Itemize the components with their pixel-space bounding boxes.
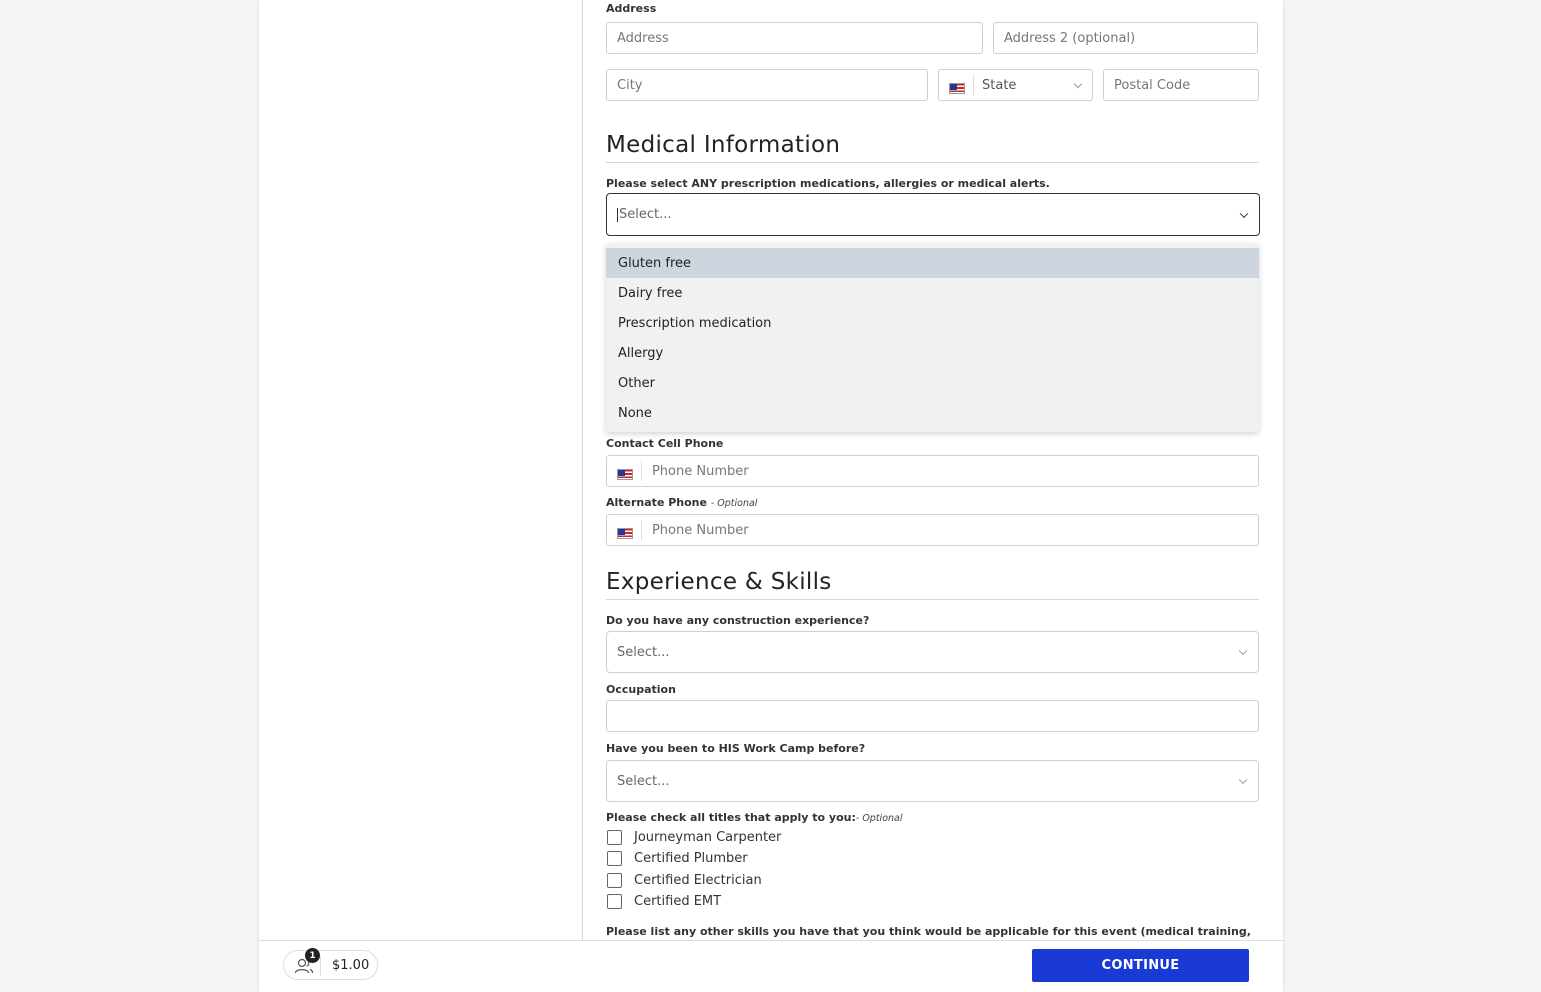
alternate-phone-input[interactable] — [652, 523, 1258, 538]
divider — [641, 461, 642, 481]
section-divider — [606, 599, 1259, 600]
divider — [320, 956, 321, 976]
contact-cell-input[interactable] — [652, 464, 1258, 479]
cart-summary[interactable] — [283, 950, 378, 980]
titles-label — [606, 811, 903, 824]
alternate-phone-text: Alternate Phone — [606, 496, 707, 509]
state-select[interactable] — [938, 69, 1093, 101]
workcamp-select[interactable] — [606, 760, 1259, 802]
chevron-down-icon — [1074, 80, 1082, 88]
address-label: Address — [606, 2, 657, 15]
occupation-field[interactable] — [606, 700, 1259, 732]
checkbox-label: Certified EMT — [634, 894, 722, 909]
medical-question: Please select ANY prescription medications, allergies or medical alerts. — [606, 177, 1050, 190]
optional-tag: - Optional — [855, 813, 903, 824]
contact-cell-field[interactable] — [606, 455, 1259, 487]
dropdown-option[interactable]: Allergy — [618, 345, 664, 361]
construction-question: Do you have any construction experience? — [606, 614, 870, 627]
checkbox-label: Certified Electrician — [634, 873, 762, 888]
dropdown-option[interactable]: Gluten free — [606, 248, 1259, 278]
title-checkbox-row[interactable] — [607, 851, 748, 866]
us-flag-icon — [617, 469, 633, 480]
text-cursor — [617, 208, 618, 222]
postal-code-field[interactable] — [1103, 69, 1259, 101]
state-placeholder: State — [982, 77, 1017, 93]
section-divider — [606, 162, 1259, 163]
workcamp-select-placeholder: Select... — [617, 773, 670, 789]
chevron-down-icon[interactable] — [1240, 209, 1248, 217]
address-input[interactable] — [617, 31, 982, 46]
checkbox[interactable] — [607, 851, 622, 866]
address-field[interactable] — [606, 22, 983, 54]
construction-select[interactable] — [606, 631, 1259, 673]
title-checkbox-row[interactable] — [607, 894, 721, 909]
chevron-down-icon[interactable] — [1239, 776, 1247, 784]
other-skills-label: Please list any other skills you have that you think would be applicable for this event (medical training, — [606, 925, 1251, 938]
cart-total: $1.00 — [332, 957, 370, 973]
alternate-phone-field[interactable] — [606, 514, 1259, 546]
medical-select-placeholder: Select... — [619, 207, 672, 222]
checkbox-label: Certified Plumber — [634, 851, 748, 866]
title-checkbox-row[interactable] — [607, 830, 781, 845]
contact-cell-label: Contact Cell Phone — [606, 437, 724, 450]
workcamp-question: Have you been to HIS Work Camp before? — [606, 742, 866, 755]
experience-section-title: Experience & Skills — [606, 569, 832, 595]
continue-button[interactable]: CONTINUE — [1032, 949, 1249, 982]
city-input[interactable] — [617, 78, 927, 93]
medical-dropdown-menu — [606, 243, 1259, 432]
medical-select[interactable] — [606, 193, 1260, 236]
medical-section-title: Medical Information — [606, 132, 841, 158]
dropdown-option[interactable]: Other — [618, 375, 655, 391]
address2-field[interactable] — [993, 22, 1258, 54]
us-flag-icon — [949, 83, 965, 94]
us-flag-icon — [617, 528, 633, 539]
divider — [973, 75, 974, 95]
title-checkbox-row[interactable] — [607, 873, 762, 888]
construction-select-placeholder: Select... — [617, 644, 670, 660]
city-field[interactable] — [606, 69, 928, 101]
alternate-phone-label — [606, 496, 757, 509]
postal-code-input[interactable] — [1114, 78, 1258, 93]
dropdown-option[interactable]: Dairy free — [618, 285, 683, 301]
titles-label-text: Please check all titles that apply to you: — [606, 811, 856, 824]
optional-tag: - Optional — [710, 498, 758, 509]
dropdown-option[interactable]: None — [618, 405, 652, 421]
dropdown-option[interactable]: Prescription medication — [618, 315, 772, 331]
address2-input[interactable] — [1004, 31, 1257, 46]
cart-count-badge: 1 — [305, 948, 320, 963]
left-panel — [259, 0, 583, 940]
checkbox[interactable] — [607, 830, 622, 845]
chevron-down-icon[interactable] — [1239, 647, 1247, 655]
checkbox[interactable] — [607, 894, 622, 909]
checkbox[interactable] — [607, 873, 622, 888]
checkbox-label: Journeyman Carpenter — [634, 830, 782, 845]
occupation-input[interactable] — [617, 709, 1258, 724]
divider — [641, 520, 642, 540]
occupation-label: Occupation — [606, 683, 676, 696]
